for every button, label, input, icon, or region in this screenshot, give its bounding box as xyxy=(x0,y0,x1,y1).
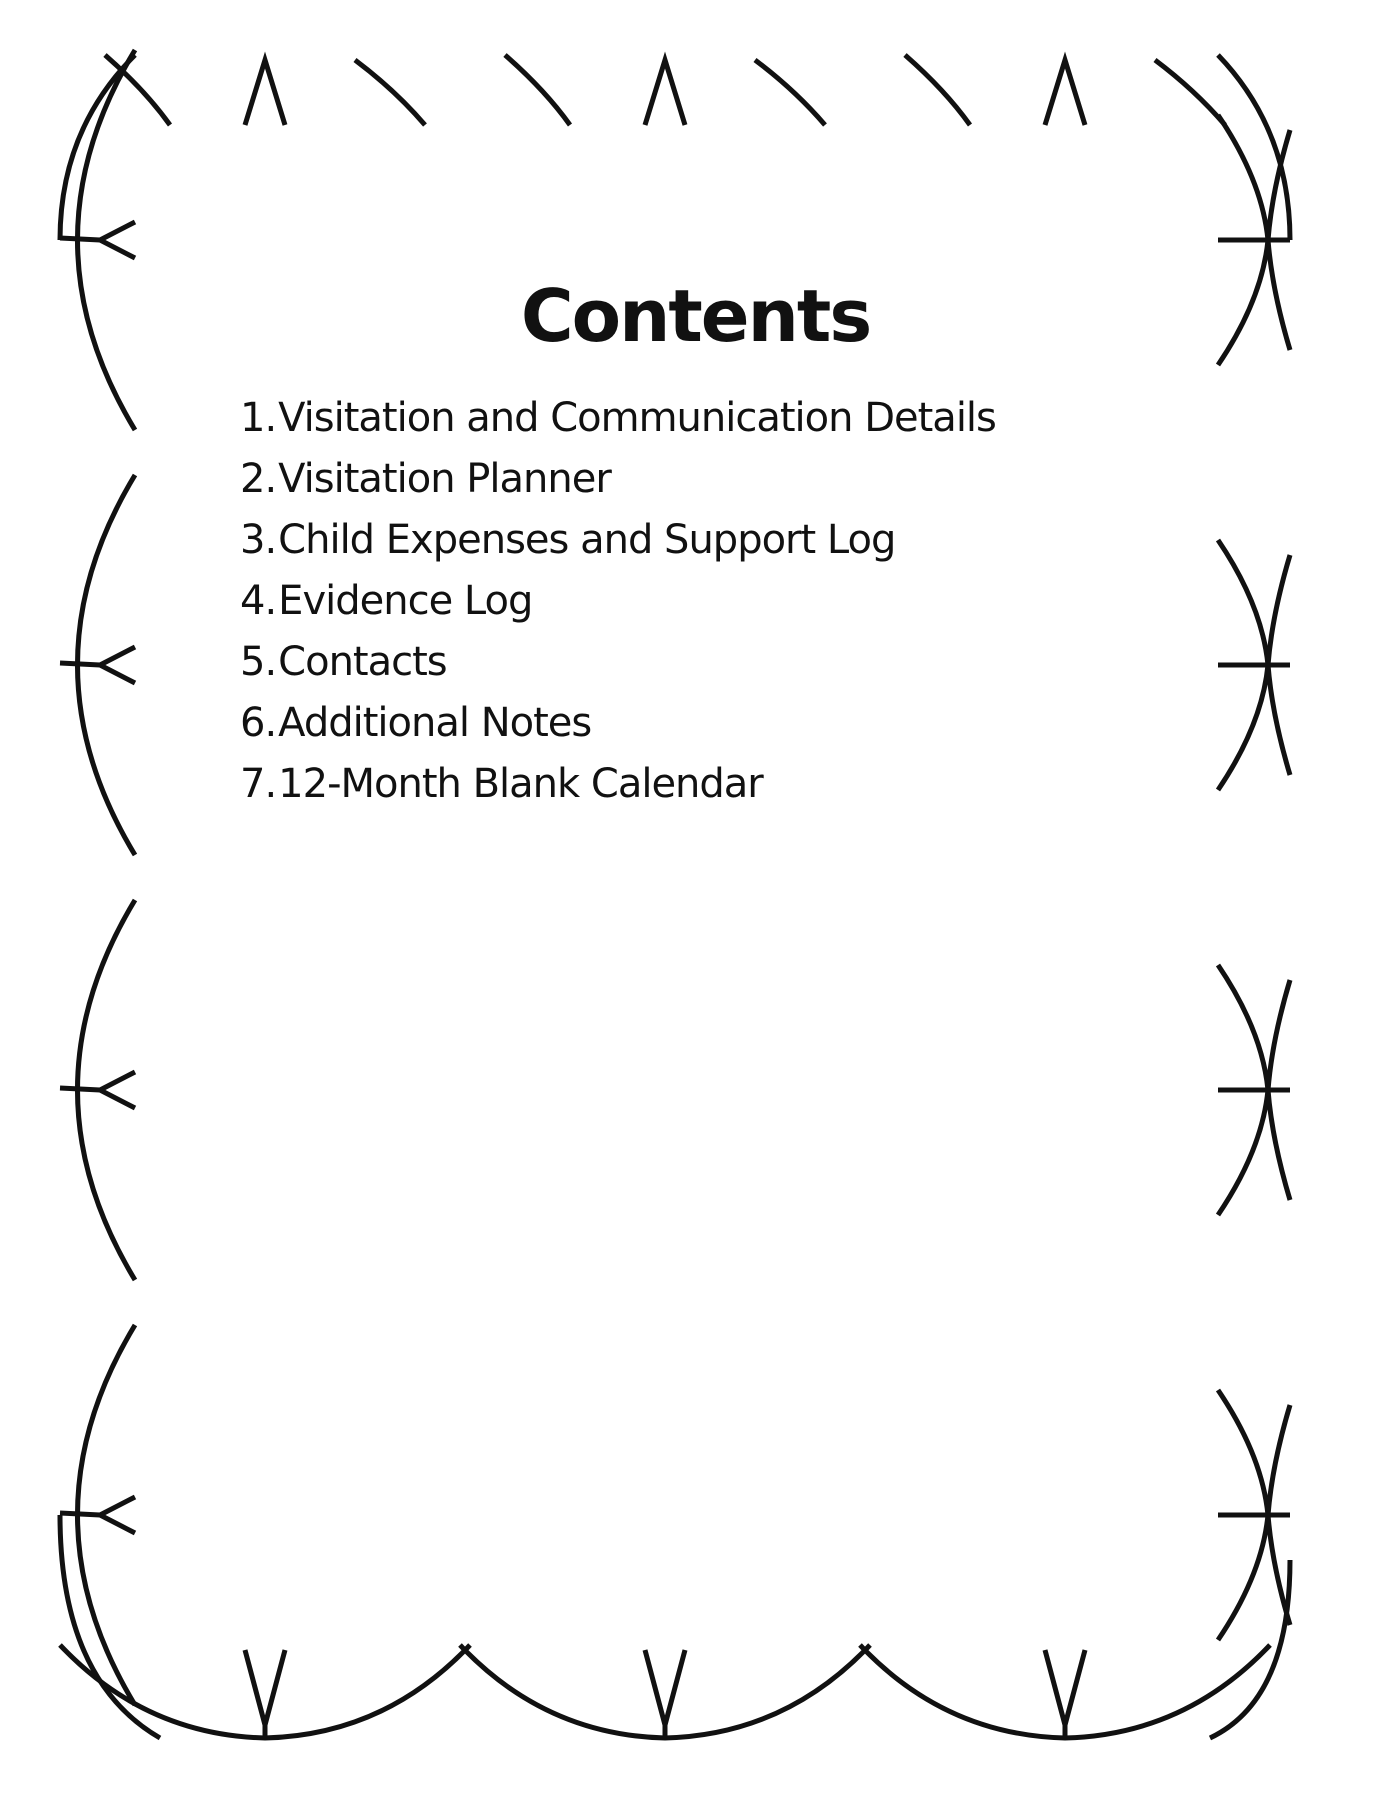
right-arc-lower-outer xyxy=(1268,1090,1290,1200)
toc-item-label: Visitation and Communication Details xyxy=(278,395,996,441)
top-diagonal-right xyxy=(755,60,825,125)
right-arc-upper-outer xyxy=(1268,555,1290,665)
right-arc-upper xyxy=(1218,115,1268,240)
bottom-caret xyxy=(645,1650,685,1725)
toc-item-number: 5. xyxy=(240,639,277,685)
table-of-contents xyxy=(240,395,996,822)
toc-item-label: Visitation Planner xyxy=(278,456,611,502)
right-arc-lower xyxy=(1218,665,1268,790)
toc-item xyxy=(240,578,996,639)
right-arc-upper-outer xyxy=(1268,980,1290,1090)
toc-item xyxy=(240,456,996,517)
toc-item-number: 4. xyxy=(240,578,277,624)
toc-item xyxy=(240,761,996,822)
top-caret xyxy=(645,60,685,125)
left-tick-stem xyxy=(60,1088,100,1090)
right-arc-lower-outer xyxy=(1268,665,1290,775)
toc-item-number: 2. xyxy=(240,456,277,502)
left-tick-stem xyxy=(60,238,100,240)
toc-item-label: Child Expenses and Support Log xyxy=(278,517,896,563)
right-arc-lower xyxy=(1218,1090,1268,1215)
right-arc-lower xyxy=(1218,1515,1268,1640)
top-diagonal-right xyxy=(1155,60,1225,125)
top-caret xyxy=(1045,60,1085,125)
toc-item-number: 1. xyxy=(240,395,277,441)
corner-top-left xyxy=(60,55,135,240)
right-arc-upper xyxy=(1218,965,1268,1090)
toc-item-label: 12-Month Blank Calendar xyxy=(278,761,763,807)
left-tick-stem xyxy=(60,663,100,665)
right-arc-upper-outer xyxy=(1268,1405,1290,1515)
page-title: Contents xyxy=(520,274,871,358)
left-tick xyxy=(100,222,135,258)
toc-item xyxy=(240,700,996,761)
corner-bottom-left xyxy=(60,1515,160,1738)
toc-item-number: 7. xyxy=(240,761,277,807)
top-caret xyxy=(245,60,285,125)
left-tick xyxy=(100,1072,135,1108)
toc-item xyxy=(240,395,996,456)
toc-item-label: Additional Notes xyxy=(278,700,592,746)
bottom-caret xyxy=(245,1650,285,1725)
toc-item-label: Contacts xyxy=(278,639,447,685)
toc-item-number: 3. xyxy=(240,517,277,563)
right-arc-upper xyxy=(1218,540,1268,665)
left-tick xyxy=(100,647,135,683)
top-diagonal-right xyxy=(355,60,425,125)
toc-item xyxy=(240,639,996,700)
top-diagonal-left xyxy=(905,55,970,125)
corner-top-right xyxy=(1218,55,1290,240)
toc-item-number: 6. xyxy=(240,700,277,746)
left-tick-stem xyxy=(60,1513,100,1515)
bottom-caret xyxy=(1045,1650,1085,1725)
toc-item-label: Evidence Log xyxy=(278,578,533,624)
top-diagonal-left xyxy=(505,55,570,125)
right-arc-upper xyxy=(1218,1390,1268,1515)
left-tick xyxy=(100,1497,135,1533)
toc-item xyxy=(240,517,996,578)
